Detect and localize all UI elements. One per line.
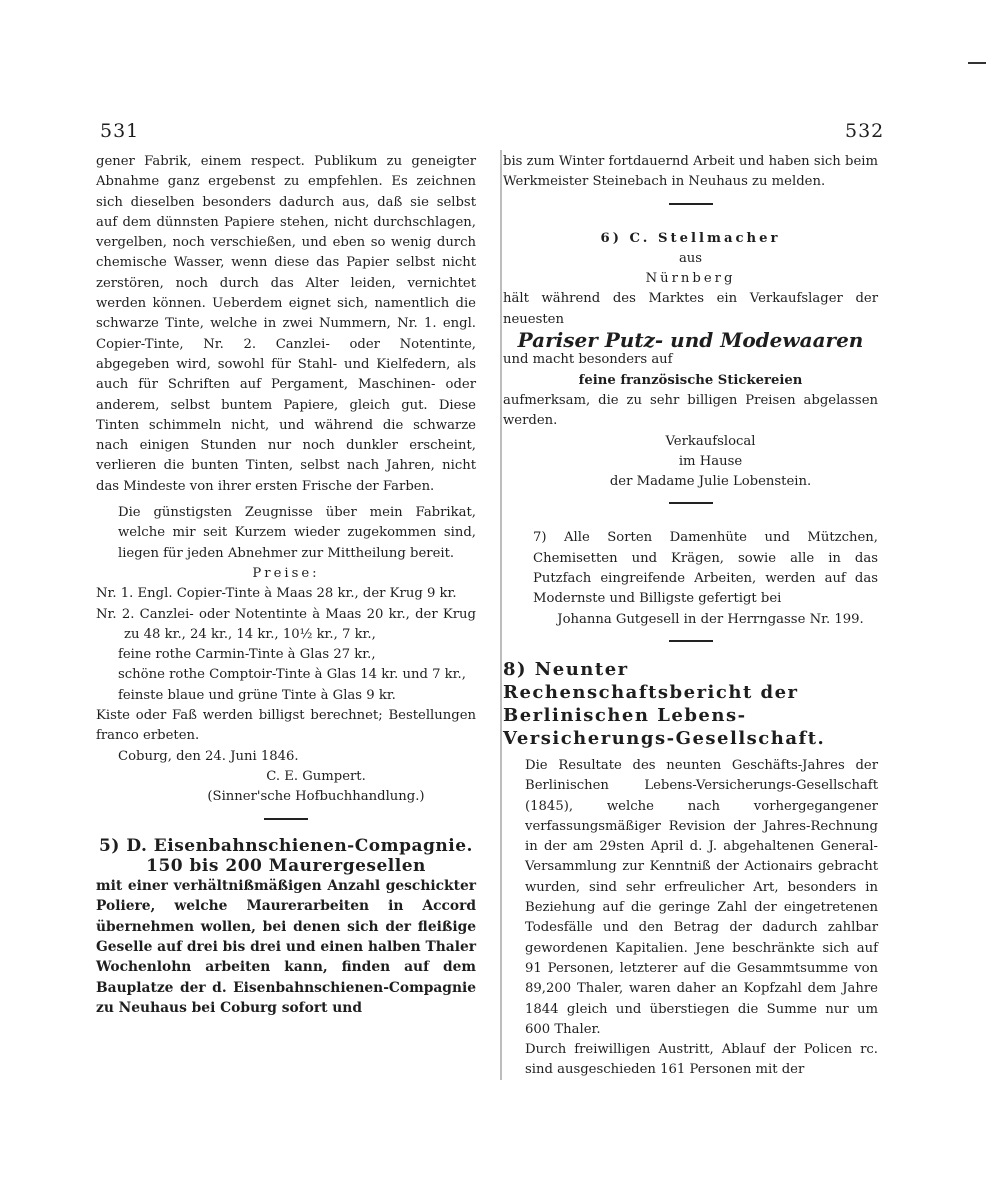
barrels-note: Kiste oder Faß werden billigst berechnet; Bestellungen franco erbeten. xyxy=(96,708,476,744)
prices-heading: Preise: xyxy=(252,565,320,581)
column-gutter xyxy=(500,150,502,1080)
ad-6-location-2: im Hause xyxy=(678,453,743,469)
firm-name: (Sinner'sche Hofbuchhandlung.) xyxy=(207,789,425,805)
ink-ad-testimonials: Die günstigsten Zeugnisse über mein Fabrikat, welche mir seit Kurzem wieder zugekommen sind, liegen für jeden Abnehmer zur Mittheilung bereit. xyxy=(118,505,476,561)
ad-5-heading: 5) D. Eisenbahnschienen-Compagnie. xyxy=(99,835,473,856)
section-rule xyxy=(669,640,713,642)
ad-6-aus: aus xyxy=(678,250,703,266)
ink-ad-intro: gener Fabrik, einem respect. Publikum zu geneigter Abnahme ganz ergebenst zu empfehlen. Es zeichnen sich dieselben besonders dadurch aus, daß sie selbst auf dem dünnsten Papiere stehen, nicht durchschlagen, vergelben, noch verschießen, und eben so wenig durch chemische Wasser, wenn diese das Papier selbst nicht zerstören, noch durch das Alter leiden, vernichtet werden können. Ueberdem eignet sich, namentlich die schwarze Tinte, welche in zwei Nummern, Nr. 1. engl. Copier-Tinte, Nr. 2. Canzlei- oder Notentinte, abgegeben wird, sowohl für Stahl- und Kielfedern, als auch für Schriften auf Pergament, Maschinen- oder anderem, selbst buntem Papiere, gleich gut. Diese Tinten schimmeln nicht, und während die schwarze nach einigen Stunden nur noch dunkler erscheint, verlieren die bunten Tinten, selbst nach Jahren, nicht das Mindeste von ihrer ersten Frische der Farben. xyxy=(96,154,476,494)
ad-7-body: 7) Alle Sorten Damenhüte und Mützchen, Chemisetten und Krägen, sowie alle in das Putzfach eingreifende Arbeiten, werden auf das Modernste und Billigste gefertigt bei xyxy=(533,530,878,607)
ad-5-subheading: 150 bis 200 Maurergesellen xyxy=(146,855,426,876)
section-rule xyxy=(264,818,308,820)
page-number-right: 532 xyxy=(845,120,885,142)
ad-6-text-3: aufmerksam, die zu sehr billigen Preisen abgelassen werden. xyxy=(503,392,878,429)
margin-mark xyxy=(968,62,986,64)
price-line-1: Nr. 1. Engl. Copier-Tinte à Maas 28 kr., der Krug 9 kr. xyxy=(96,586,457,602)
right-column xyxy=(503,152,878,1081)
ad-6-goods: Pariser Putz- und Modewaaren xyxy=(517,328,864,353)
ad-5-continuation: bis zum Winter fortdauernd Arbeit und haben sich beim Werkmeister Steinebach in Neuhaus zu melden. xyxy=(503,154,878,190)
ad-6-city: Nürnberg xyxy=(645,271,736,287)
ad-6-merchant: 6) C. Stellmacher xyxy=(600,230,781,246)
page-number-left: 531 xyxy=(100,120,140,142)
price-line-2: Nr. 2. Canzlei- oder Notentinte à Maas 20 kr., der Krug zu 48 kr., 24 kr., 14 kr., 10½ kr., 7 kr., xyxy=(96,606,476,642)
section-rule xyxy=(669,502,713,504)
price-line-3: feine rothe Carmin-Tinte à Glas 27 kr., xyxy=(118,647,376,663)
left-column xyxy=(96,152,476,1018)
ad-6-location-3: der Madame Julie Lobenstein. xyxy=(609,474,812,490)
section-rule xyxy=(669,203,713,205)
ad-8-paragraph-1: Die Resultate des neunten Geschäfts-Jahres der Berlinischen Lebens-Versicherungs-Gesellschaft (1845), welche nach vorhergegangener verfassungsmäßiger Revision der Jahres-Rechnung in der am 29sten April d. J. abgehaltenen General-Versammlung zur Kenntniß der Actionairs gebracht wurden, sind sehr erfreulicher Art, besonders in Beziehung auf die geringe Zahl der eingetretenen Todesfälle und den Betrag der dadurch zahlbar gewordenen Kapitalien. Jene beschränkte sich auf 91 Personen, letzterer auf die Gesammtsumme von 89,200 Thaler, waren daher an Kopfzahl dem Jahre 1844 gleich und überstiegen die Summe nur um 600 Thaler. xyxy=(525,757,878,1037)
price-line-4: schöne rothe Comptoir-Tinte à Glas 14 kr. und 7 kr., xyxy=(118,667,466,683)
ad-5-body: mit einer verhältnißmäßigen Anzahl geschickter Poliere, welche Maurerarbeiten in Accord übernehmen wollen, bei denen sich der fleißige Geselle auf drei bis drei und einen halben Thaler Wochenlohn arbeiten kann, finden auf dem Bauplatze der d. Eisenbahnschienen-Compagnie zu Neuhaus bei Coburg sofort und xyxy=(96,878,476,1016)
dateline: Coburg, den 24. Juni 1846. xyxy=(118,748,299,764)
ad-6-text-1: hält während des Marktes ein Verkaufslager der neuesten xyxy=(503,291,878,327)
ad-6-goods-2: feine französische Stickereien xyxy=(578,372,803,388)
ad-7-signature: Johanna Gutgesell in der Herrngasse Nr. 199. xyxy=(557,611,864,627)
ad-8-paragraph-2: Durch freiwilligen Austritt, Ablauf der Policen rc. sind ausgeschieden 161 Personen mit der xyxy=(525,1042,878,1078)
ad-6-location-1: Verkaufslocal xyxy=(665,433,756,449)
ad-6-text-2: und macht besonders auf xyxy=(503,352,673,368)
ad-8-heading: 8) Neunter Rechenschaftsbericht der Berlinischen Lebens-Versicherungs-Gesellschaft. xyxy=(503,658,826,749)
signature: C. E. Gumpert. xyxy=(266,768,366,784)
price-line-5: feinste blaue und grüne Tinte à Glas 9 kr. xyxy=(118,687,396,703)
